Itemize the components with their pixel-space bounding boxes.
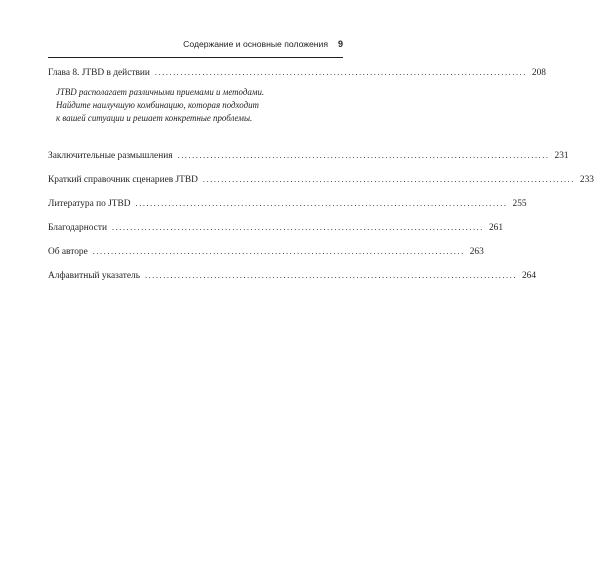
toc-entry-label: Краткий справочник сценариев JTBD [48, 175, 198, 185]
toc-entry-page: 231 [554, 151, 569, 161]
page-number: 9 [337, 39, 343, 49]
toc-entry-label: Заключительные размышления [48, 151, 173, 161]
leader-dots: ...................................................................................................... [135, 199, 508, 208]
leader-dots: ...................................................................................................... [111, 223, 484, 232]
running-header [48, 39, 343, 49]
running-header-title: Содержание и основные положения [183, 39, 328, 49]
toc-entry[interactable] [48, 223, 504, 236]
toc-entry[interactable] [48, 175, 594, 188]
toc-entry[interactable] [48, 199, 527, 212]
chapter-description-line: JTBD располагает различными приемами и методами. [56, 87, 265, 97]
toc-entry[interactable] [48, 68, 546, 81]
leader-dots: ...................................................................................................... [145, 271, 517, 280]
chapter-description-line: Найдите наилучшую комбинацию, которая подходит [56, 100, 259, 110]
chapter-description-line: к вашей ситуации и решает конкретные проблемы. [56, 113, 253, 123]
toc-entry-list [48, 151, 594, 284]
toc-entry-page: 233 [579, 175, 594, 185]
toc-entry-page: 255 [512, 199, 527, 209]
toc-entry-page: 261 [488, 223, 504, 233]
toc-entry[interactable] [48, 271, 537, 284]
leader-dots: ...................................................................................................... [92, 247, 465, 256]
leader-dots: ...................................................................................................... [202, 175, 575, 184]
leader-dots: ...................................................................................................... [177, 151, 550, 160]
toc-entry-label: Об авторе [48, 247, 88, 257]
toc-entry[interactable] [48, 151, 569, 164]
leader-dots: ...................................................................................................... [154, 68, 527, 77]
toc-entry-label: Литература по JTBD [48, 199, 131, 209]
toc-entry-label: Благодарности [48, 223, 107, 233]
chapter-description [48, 86, 296, 125]
toc-entry[interactable] [48, 247, 484, 260]
header-rule [48, 57, 343, 58]
toc-entry-page: 208 [531, 68, 546, 78]
toc-entry-page: 264 [521, 271, 537, 281]
toc-chapter-8 [48, 68, 546, 125]
toc-entry-page: 263 [469, 247, 484, 257]
toc-entry-label: Глава 8. JTBD в действии [48, 68, 150, 78]
toc-entry-label: Алфавитный указатель [48, 271, 140, 281]
